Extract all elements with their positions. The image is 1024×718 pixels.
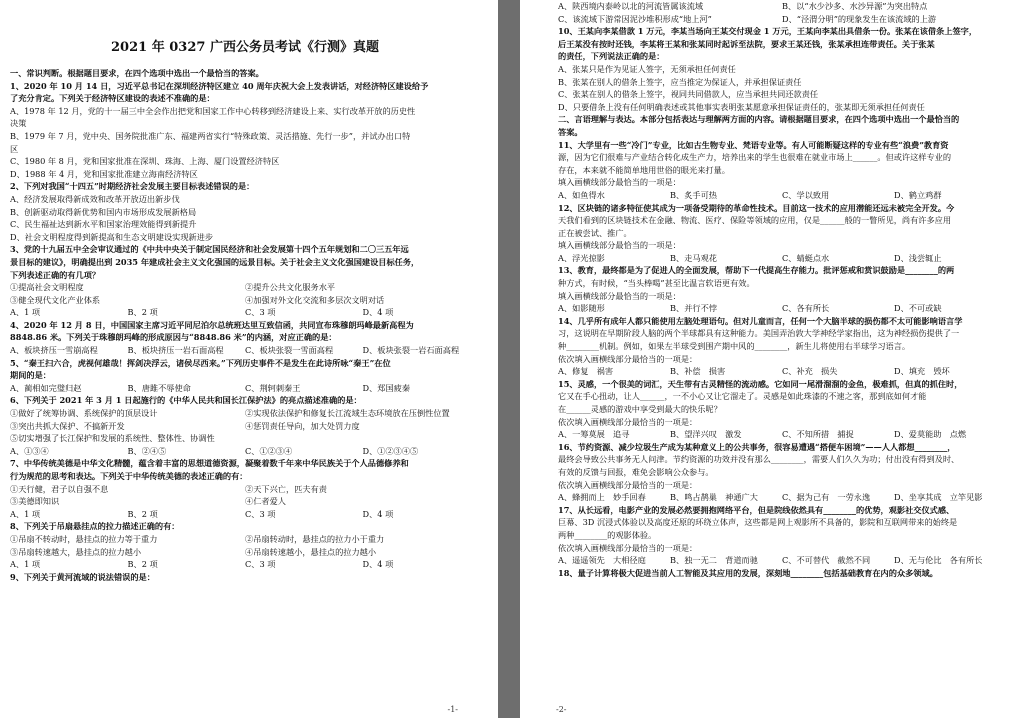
option-1d: D、1988 年 4 月，党和国家批准建立海南经济特区 — [10, 168, 198, 179]
option: A、如鱼得水 — [558, 189, 605, 200]
option: A、浮光掠影 — [558, 252, 605, 263]
option: A、陕西境内泰岭以北的河流皆属该流域 — [558, 1, 704, 11]
option: D、无与伦比 各有所长 — [894, 555, 983, 566]
item: ①吊扇不转动时，悬挂点的拉力等于重力 — [10, 533, 158, 544]
question-1-line: 1、2020 年 10 月 14 日，习近平总书记在深圳经济特区建立 40 周年庆祝大会上发表讲话，对经济特区建设给予 — [10, 80, 429, 91]
question-1-line: 了充分肯定。下列关于经济特区建设的表述不准确的是： — [10, 93, 215, 104]
question-3-items — [10, 281, 480, 294]
option: C、学以致用 — [782, 189, 830, 200]
option: B、②④⑤ — [127, 445, 167, 456]
question-prompt: 填入画横线部分最恰当的一项是： — [558, 290, 681, 301]
item: ④仁者爱人 — [245, 496, 286, 507]
question-8-items — [10, 533, 480, 546]
option: A、如影随形 — [558, 303, 605, 314]
question-6-items — [10, 407, 480, 420]
option-10c: C、张某在别人的借条上签字，视同共同借款人，应当承担共同还款责任 — [558, 89, 819, 100]
document-title: 2021 年 0327 广西公务员考试《行测》真题 — [111, 40, 379, 55]
item: ①做好了统筹协调、系统保护的顶层设计 — [10, 408, 158, 419]
question-14-line: 种________机制。例如，如果左半球受到围产期中风的________，新生儿将使用右半球学习语言。 — [558, 341, 911, 352]
section-heading-2-cont: 答案。 — [558, 126, 583, 137]
question-12-line: 天我们看到的区块链技术在金融、物流、医疗、保险等领域的应用，仅是______般的一瞥所见，尚有许多应用 — [558, 215, 952, 226]
item: ②提升公共文化服务水平 — [245, 282, 336, 293]
question-15-line: 15、灵感，一个很美的词汇，天生带有古灵精怪的流动感。它如同一尾滑溜溜的金鱼，极难抓，但真的抓住时， — [558, 378, 963, 389]
question-12-options — [558, 252, 1006, 265]
option-1c: C、1980 年 8 月，党和国家批准在深圳、珠海、上海、厦门设置经济特区 — [10, 156, 280, 167]
item: ③吊扇转速越大，悬挂点的拉力越小 — [10, 546, 142, 557]
option: B、2 项 — [127, 307, 158, 318]
question-16-line: 16、节约资源、减少垃圾生产成为某种意义上的公共事务，很容易遭遇“搭便车困境”——人人都想________， — [558, 441, 956, 452]
option: D、①②③④⑤ — [362, 445, 419, 456]
page-number: -1- — [447, 705, 458, 714]
item: ④惩罚责任导向，加大处罚力度 — [245, 420, 360, 431]
option: C、各有所长 — [782, 303, 830, 314]
question-11-line: 存在，本来就不能简单地用世俗的眼光来打量。 — [558, 164, 730, 175]
option-10a: A、张某只是作为见证人签字，无须承担任何责任 — [558, 63, 736, 74]
option: A、1 项 — [10, 307, 41, 318]
option: B、独一无二 背道而驰 — [670, 555, 758, 566]
question-6-items — [10, 420, 480, 433]
option: B、以“水少沙多、水沙异源”为突出特点 — [782, 1, 928, 11]
option: A、蔺相如完璧归赵 — [10, 382, 82, 393]
question-13-options — [558, 302, 1006, 315]
option-1b: B、1979 年 7 月，党中央、国务院批准广东、福建两省实行“特殊政策、灵活措施、先行一步”，并试办出口特 — [10, 130, 411, 141]
question-11-line: 11、大学里有一些“冷门”专业，比如古生物专业、梵语专业等。有人可能断疑这样的专业有些“浪费”教育资 — [558, 139, 949, 150]
question-11-line: 源，因为它们很难与产业结合转化成生产力，培养出来的学生也很难在就业市场上______。但或许这样专业的 — [558, 152, 952, 163]
option: D、4 项 — [362, 508, 394, 519]
option: C、据为己有 一劳永逸 — [782, 492, 871, 503]
question-3-line: 3、党的十九届五中全会审议通过的《中共中央关于制定国民经济和社会发展第十四个五年规划和二〇三五年远 — [10, 244, 409, 255]
question-18: 18、量子计算将极大促进当前人工智能及其应用的发展，深刻地________包括基础教育在内的众多领域。 — [558, 567, 938, 578]
option: B、鸣占鹊巢 神通广大 — [670, 492, 758, 503]
question-5-options — [10, 382, 480, 395]
item: ①提高社会文明程度 — [10, 282, 84, 293]
question-prompt: 填入画横线部分最恰当的一项是： — [558, 240, 681, 251]
question-8-options — [10, 558, 480, 571]
question-4-options — [10, 344, 480, 357]
question-14-options — [558, 365, 1006, 378]
option-1b: 区 — [10, 143, 19, 154]
question-13-line: 种方式，有时候，“当头棒喝”甚至比温言软语更有效。 — [558, 278, 755, 289]
option: A、1 项 — [10, 559, 41, 570]
option: D、爱莫能助 点燃 — [894, 429, 967, 440]
option: C、不可替代 截然不同 — [782, 555, 871, 566]
question-3-line: 景目标的建议》，明确提出到 2035 年建成社会主义文化强国的远景目标。关于社会主义文化强国建设目标任务， — [10, 256, 420, 267]
option: D、“泾渭分明”的现象发生在该流域的上游 — [782, 13, 937, 24]
question-3-line: 下列表述正确的有几项？ — [10, 269, 101, 280]
question-7-items — [10, 495, 480, 508]
option: B、望洋兴叹 激发 — [670, 429, 742, 440]
item: ②吊扇转动时，悬挂点的拉力小于重力 — [245, 533, 385, 544]
option: D、鹤立鸡群 — [894, 189, 942, 200]
question-9: 9、下列关于黄河流域的说法错误的是： — [10, 571, 155, 582]
option: C、补充 损失 — [782, 366, 838, 377]
option: B、并行不悖 — [670, 303, 717, 314]
option: C、蜻蜓点水 — [782, 252, 830, 263]
option: B、板块挤压一岩石面高程 — [127, 345, 224, 356]
question-17-options — [558, 554, 1006, 567]
question-7-line: 7、中华传统美德是中华文化精髓，蕴含着丰富的思想道德资源，凝聚着数千年来中华民族关于个人品德修养和 — [10, 458, 409, 469]
option-1a: 决策 — [10, 118, 27, 129]
question-16-line: 有效的反馈与回报，难免会影响公众参与。 — [558, 466, 714, 477]
question-10-line: 10、王某向李某借款 1 万元，李某当场向王某交付现金 1 万元，王某向李某出具借条一份。张某在该借条上签字， — [558, 26, 978, 37]
item: ③美德即知识 — [10, 496, 60, 507]
option: D、填充 毁坏 — [894, 366, 950, 377]
option: C、板块张裂一雪面高程 — [245, 345, 334, 356]
question-9-options — [558, 13, 1006, 26]
question-3-options — [10, 306, 480, 319]
item: ④加强对外文化交流和多层次文明对话 — [245, 294, 385, 305]
question-prompt: 依次填入画横线部分最恰当的一项是： — [558, 542, 698, 553]
option-2c: C、民生福祉达到新水平和国家治理效能得到新提升 — [10, 219, 197, 230]
option: D、板块张裂一岩石面高程 — [362, 345, 460, 356]
question-4-line: 8848.86 米。下列关于珠穆朗玛峰的形成原因与“8848.86 米”的内涵，对应正确的是： — [10, 332, 337, 343]
question-6: 6、下列关于 2021 年 3 月 1 日起施行的《中华人民共和国长江保护法》的亮点描述准确的是： — [10, 395, 362, 406]
question-8-items — [10, 546, 480, 559]
question-prompt: 依次填入画横线部分最恰当的一项是： — [558, 479, 698, 490]
question-5-line: 期间的是： — [10, 370, 51, 381]
question-17-line: 17、从长远看，电影产业的发展必然要拥抱网络平台，但是院线依然具有________的优势，观影社交仪式感、 — [558, 504, 955, 515]
option: C、3 项 — [245, 508, 276, 519]
item: ④吊扇转速越小，悬挂点的拉力越小 — [245, 546, 377, 557]
option-2a: A、经济发展取得新成效和改革开放迈出新步伐 — [10, 193, 180, 204]
option: D、浅尝辄止 — [894, 252, 942, 263]
question-11-options — [558, 189, 1006, 202]
option: A、蜂拥而上 妙手回春 — [558, 492, 646, 503]
question-7-items — [10, 483, 480, 496]
question-17-line: 巨幕、3D 沉浸式体验以及高度还原的环绕立体声，这些都是网上观影所不具备的，影院和互联网带来的始终是 — [558, 517, 958, 528]
item: ①天行健，君子以自强不息 — [10, 483, 109, 494]
option: B、补偿 损害 — [670, 366, 726, 377]
question-12-line: 正在被尝试、推广。 — [558, 227, 632, 238]
page-number: -2- — [556, 705, 567, 714]
question-prompt: 依次填入画横线部分最恰当的一项是： — [558, 353, 698, 364]
question-6-item-5: ⑤切实增强了长江保护和发展的系统性、整体性、协调性 — [10, 433, 215, 444]
section-heading-1: 一、常识判断。根据题目要求，在四个选项中选出一个最恰当的答案。 — [10, 68, 264, 78]
question-10-line: 后王某没有按时还钱，李某将王某和张某同时起诉至法院，要求王某还钱，张某承担连带责任。关于张某 — [558, 38, 935, 49]
section-heading-2: 二、言语理解与表达。本部分包括表达与理解两方面的内容。请根据题目要求，在四个选项中选出一个最恰当的 — [558, 114, 960, 125]
option: A、修复 祸害 — [558, 366, 614, 377]
question-8: 8、下列关于吊扇悬挂点的拉力描述正确的有： — [10, 521, 180, 532]
option: D、坐享其成 立竿见影 — [894, 492, 983, 503]
question-9-options — [558, 0, 1006, 13]
question-14-line: 14、几乎所有成年人都只能使用左脑处理语句。但对儿童而言，任何一个大脑半球的损伤都不太可能影响语言学 — [558, 315, 963, 326]
question-2: 2、下列对我国“十四五”时期经济社会发展主要目标表述错误的是： — [10, 181, 255, 192]
option: C、荆轲刺秦王 — [245, 382, 301, 393]
question-16-options — [558, 491, 1006, 504]
option-10b: B、张某在别人的借条上签字，应当推定为保证人，并承担保证责任 — [558, 76, 802, 87]
question-prompt: 填入画横线部分最恰当的一项是： — [558, 177, 681, 188]
option: B、2 项 — [127, 508, 158, 519]
option-1a: A、1978 年 12 月，党的十一届三中全会作出把党和国家工作中心转移到经济建设上来、实行改革开放的历史性 — [10, 105, 416, 116]
page-2 — [520, 0, 1024, 718]
question-7-options — [10, 508, 480, 521]
option: D、4 项 — [362, 307, 394, 318]
question-15-line: 它又在手心扭动，让人______，一不小心又让它溜走了。灵感是如此珠漆的不速之客，那到底如何才能 — [558, 391, 927, 402]
question-7-line: 行为规范的思考和表达。下列关于中华传统美德的表述正确的有： — [10, 471, 248, 481]
option-2d: D、社会文明程度得到新提高和生态文明建设实现新进步 — [10, 231, 214, 242]
question-13-line: 13、教育，最终都是为了促进人的全面发展，帮助下一代提高生存能力。批评惩戒和赏识鼓励是________的两 — [558, 265, 955, 276]
item: ③突出共抓大保护、不搞新开发 — [10, 420, 125, 431]
option-10d: D、只要借条上没有任何明确表述或其他事实表明张某愿意承担保证责任的，张某即无须承担任何责任 — [558, 101, 925, 112]
question-15-options — [558, 428, 1006, 441]
option: B、走马观花 — [670, 252, 717, 263]
option: A、板块挤压一雪崩高程 — [10, 345, 98, 356]
question-6-options — [10, 445, 480, 458]
option: A、1 项 — [10, 508, 41, 519]
question-prompt: 依次填入画横线部分最恰当的一项是： — [558, 416, 698, 427]
option: C、3 项 — [245, 559, 276, 570]
option: A、遥遥领先 大相径庭 — [558, 555, 646, 566]
item: ③健全现代文化产业体系 — [10, 294, 101, 305]
option: B、2 项 — [127, 559, 158, 570]
option: D、4 项 — [362, 559, 394, 570]
option: C、①②③④ — [245, 445, 293, 456]
page-1 — [0, 0, 498, 718]
item: ②天下兴亡，匹夫有责 — [245, 483, 327, 494]
item: ②实现依法保护和修复长江流域生态环境放在压倒性位置 — [245, 408, 450, 419]
option: B、炙手可热 — [670, 189, 717, 200]
question-5-line: 5、“秦王扫六合，虎视何雄哉！挥剑决浮云，诸侯尽西来。”下列历史事件不是发生在此诗所咏“秦王”在位 — [10, 357, 391, 368]
option: B、唐雎不辱使命 — [127, 382, 191, 393]
option-2b: B、创新驱动取得新优势和国内市场形成发展新格局 — [10, 206, 197, 217]
option: D、郑国疲秦 — [362, 382, 411, 393]
question-10-line: 的责任，下列说法正确的是： — [558, 51, 665, 62]
question-15-line: 在______灵感的游戏中享受到最大的快乐呢？ — [558, 404, 722, 414]
question-12-line: 12、区块链的诸多特征使其成为一项备受期待的革命性技术。目前这一技术的应用潜能还远未被完全开发。今 — [558, 202, 955, 213]
option: A、①③④ — [10, 445, 49, 456]
question-14-line: 习，这说明在早期阶段人脑的两个半球都具有这种能力。美国弄治敦大学神经学家指出，这为神经损伤提供了一 — [558, 328, 960, 339]
option: D、不可或缺 — [894, 303, 942, 314]
option: C、该流域下游常因泥沙堆积形成“地上河” — [558, 13, 712, 24]
question-3-items — [10, 294, 480, 307]
question-17-line: 两种________的观影体验。 — [558, 529, 657, 540]
option: C、不知所措 捕捉 — [782, 429, 854, 440]
option: C、3 项 — [245, 307, 276, 318]
option: A、一筹莫展 追寻 — [558, 429, 630, 440]
question-16-line: 最终会导致公共事务无人问津。节约资源的功效并没有那么________，需要人们久久为功；付出没有得到及时、 — [558, 454, 960, 465]
question-4-line: 4、2020 年 12 月 8 日，中国国家主席习近平同尼泊尔总统班达里互致信函，共同宣布珠穆朗玛峰最新高程为 — [10, 319, 414, 330]
